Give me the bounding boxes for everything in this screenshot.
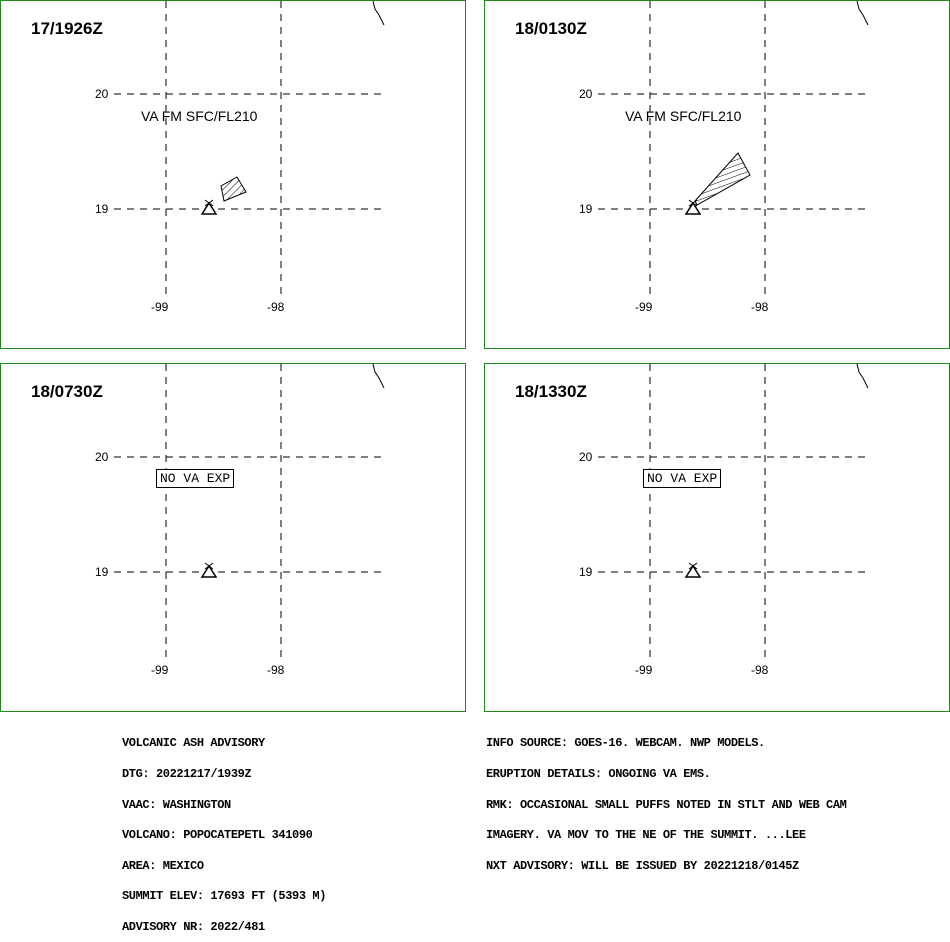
advisory-line: NXT ADVISORY: WILL BE ISSUED BY 20221218/0145Z	[486, 858, 799, 873]
lat-label: 19	[579, 202, 593, 216]
map-panel-3	[0, 363, 466, 712]
map-panel-2	[484, 0, 950, 349]
advisory-line: DTG: 20221217/1939Z	[122, 767, 252, 782]
panel-time: 18/0730Z	[31, 382, 103, 401]
lon-label: -99	[151, 663, 169, 677]
advisory-right	[486, 718, 846, 881]
volcano-icon	[202, 200, 216, 214]
map-panel-4	[484, 363, 950, 712]
lon-label: -99	[635, 300, 653, 314]
map-graphic	[1, 364, 467, 713]
no-ash-label: NO VA EXP	[156, 469, 234, 488]
coastline	[373, 364, 384, 388]
map-panel-1	[0, 0, 466, 349]
coastline	[857, 1, 868, 25]
volcano-icon	[202, 563, 216, 577]
advisory-line: ERUPTION DETAILS: ONGOING VA EMS.	[486, 767, 711, 782]
no-ash-label: NO VA EXP	[643, 469, 721, 488]
ash-label: VA FM SFC/FL210	[625, 108, 742, 124]
lat-label: 20	[579, 450, 593, 464]
lat-label: 20	[579, 87, 593, 101]
advisory-line: VOLCANIC ASH ADVISORY	[122, 736, 265, 751]
lon-label: -98	[267, 300, 285, 314]
lat-label: 19	[579, 565, 593, 579]
advisory-line: ADVISORY NR: 2022/481	[122, 920, 265, 935]
lat-label: 19	[95, 565, 109, 579]
ash-cloud-polygon	[695, 153, 750, 205]
coastline	[373, 1, 384, 25]
advisory-left	[122, 718, 326, 942]
advisory-line: IMAGERY. VA MOV TO THE NE OF THE SUMMIT. ...LEE	[486, 828, 806, 843]
panel-time: 17/1926Z	[31, 19, 103, 38]
lon-label: -98	[751, 663, 769, 677]
lon-label: -99	[635, 663, 653, 677]
lat-label: 20	[95, 450, 109, 464]
lat-label: 19	[95, 202, 109, 216]
lon-label: -98	[751, 300, 769, 314]
panel-time: 18/1330Z	[515, 382, 587, 401]
ash-label: VA FM SFC/FL210	[141, 108, 258, 124]
advisory-line: RMK: OCCASIONAL SMALL PUFFS NOTED IN STLT AND WEB CAM	[486, 797, 847, 812]
advisory-line: INFO SOURCE: GOES-16. WEBCAM. NWP MODELS.	[486, 736, 765, 751]
coastline	[857, 364, 868, 388]
map-graphic	[485, 1, 950, 350]
advisory-line: VOLCANO: POPOCATEPETL 341090	[122, 828, 313, 843]
volcano-icon	[686, 563, 700, 577]
map-graphic	[485, 364, 950, 713]
advisory-line: VAAC: WASHINGTON	[122, 797, 231, 812]
advisory-line: SUMMIT ELEV: 17693 FT (5393 M)	[122, 889, 327, 904]
lon-label: -98	[267, 663, 285, 677]
panel-time: 18/0130Z	[515, 19, 587, 38]
map-graphic	[1, 1, 467, 350]
lon-label: -99	[151, 300, 169, 314]
advisory-line: AREA: MEXICO	[122, 858, 204, 873]
ash-cloud-polygon	[221, 177, 246, 201]
lat-label: 20	[95, 87, 109, 101]
